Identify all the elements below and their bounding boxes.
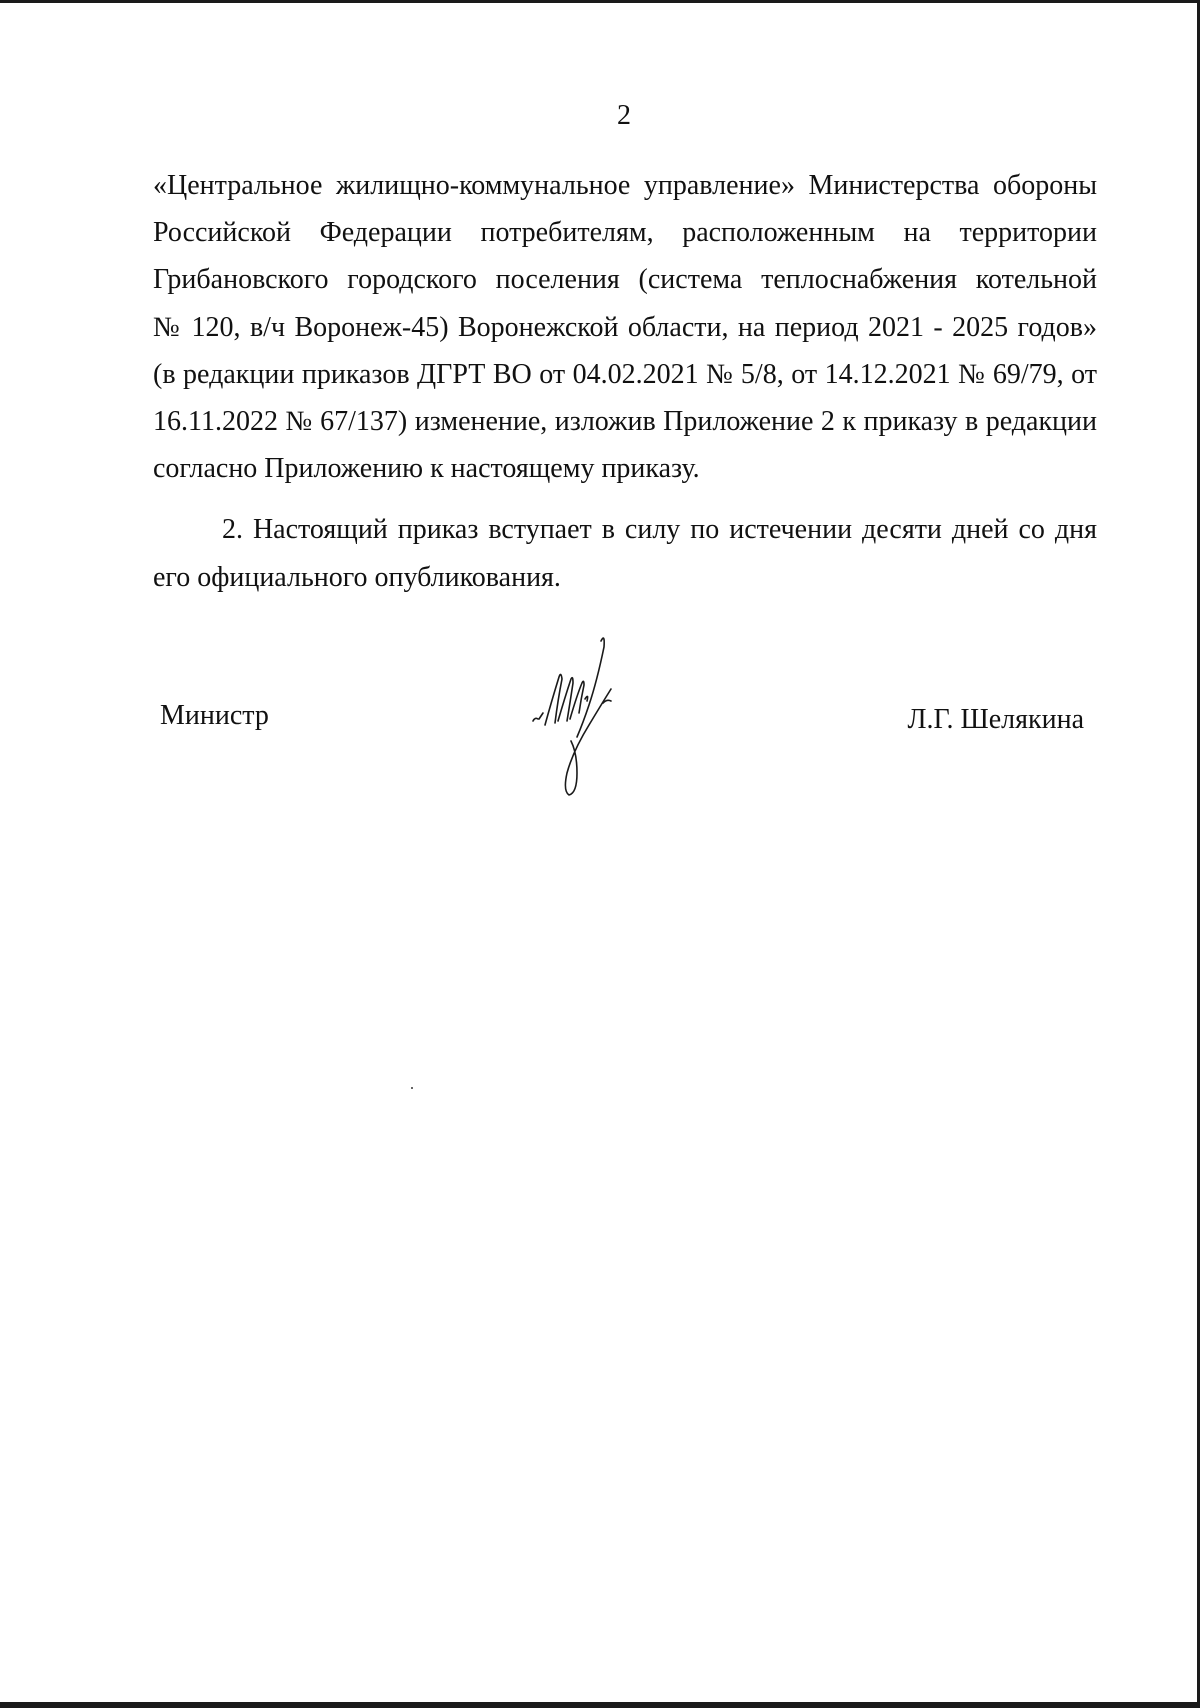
paragraph-2-line: 2. Настоящий приказ вступает в силу по истечении десяти дней со дня [222,514,1097,546]
signatory-name: Л.Г. Шелякина [907,704,1084,735]
signatory-title: Министр [160,700,269,731]
paragraph-1-line: № 120, в/ч Воронеж-45) Воронежской области, на период 2021 - 2025 годов» [153,311,1097,343]
scan-border-bottom [0,1702,1200,1708]
scan-speck [411,1087,413,1089]
paragraph-1-line: (в редакции приказов ДГРТ ВО от 04.02.2021 № 5/8, от 14.12.2021 № 69/79, от [153,358,1097,390]
document-body [153,162,1097,601]
paragraph-1-line: согласно Приложению к настоящему приказу. [153,453,700,485]
paragraph-1-line: Грибановского городского поселения (система теплоснабжения котельной [153,264,1097,296]
paragraph-1-line: 16.11.2022 № 67/137) изменение, изложив Приложение 2 к приказу в редакции [153,406,1097,438]
paragraph-1-line: «Центральное жилищно-коммунальное управление» Министерства обороны [153,170,1097,201]
handwritten-signature [525,633,665,813]
paragraph-2-line: его официального опубликования. [153,561,561,593]
paragraph-1-line: Российской Федерации потребителям, расположенным на территории [153,217,1097,249]
page-number: 2 [617,100,631,131]
paragraph-1 [153,162,1097,492]
paragraph-2 [153,506,1097,600]
scan-border-top [0,0,1200,3]
